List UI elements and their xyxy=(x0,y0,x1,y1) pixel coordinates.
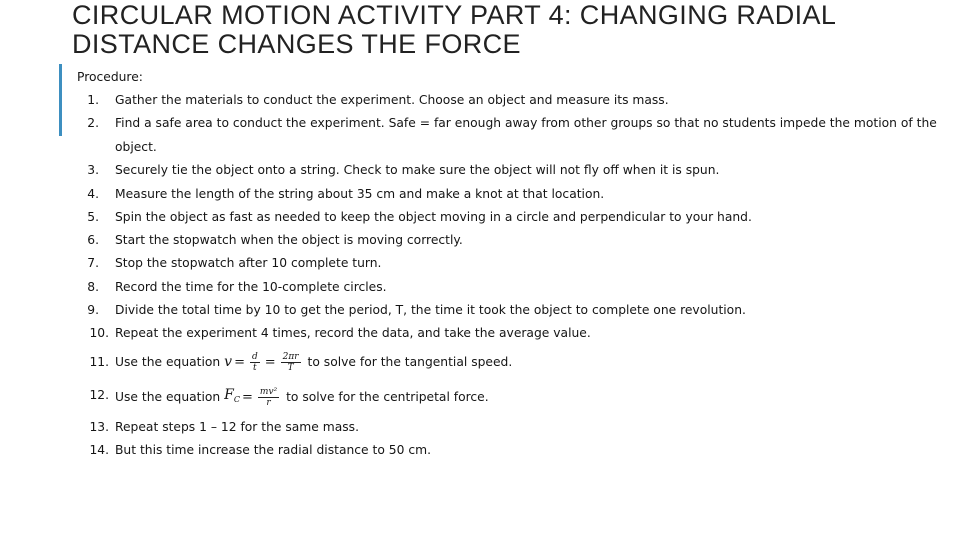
list-item xyxy=(77,159,947,182)
procedure-list xyxy=(77,89,947,462)
step-text xyxy=(115,379,947,416)
step-text: Stop the stopwatch after 10 complete turn. xyxy=(115,256,382,271)
list-item xyxy=(77,229,947,252)
step-text: Measure the length of the string about 35 cm and make a knot at that location. xyxy=(115,186,605,201)
list-item xyxy=(77,439,947,462)
subscript: C xyxy=(233,394,240,404)
equation-lhs: $F_C$ xyxy=(224,386,240,404)
step-number: 11. xyxy=(89,354,109,369)
list-item xyxy=(77,89,947,112)
equals-sign: = xyxy=(264,354,276,370)
step-number: 12. xyxy=(89,387,109,402)
step-text: Gather the materials to conduct the experiment. Choose an object and measure its mass. xyxy=(115,93,669,107)
list-item xyxy=(77,416,947,439)
step-number: 2. xyxy=(87,116,99,131)
denominator: t xyxy=(253,362,257,373)
step-number: 1. xyxy=(87,93,99,107)
list-item xyxy=(77,379,947,416)
step-number: 3. xyxy=(87,163,99,178)
step-text: But this time increase the radial distance to 50 cm. xyxy=(115,442,431,457)
step-text: Find a safe area to conduct the experiment. Safe = far enough away from other groups so that no students impede the motion of the object. xyxy=(115,116,937,154)
step-text: Spin the object as fast as needed to keep the object moving in a circle and perpendicular to your hand. xyxy=(115,209,752,224)
numerator: mv² xyxy=(259,386,278,397)
list-item xyxy=(77,276,947,299)
step-number: 4. xyxy=(87,186,99,201)
step-text: Start the stopwatch when the object is moving correctly. xyxy=(115,233,463,248)
step-number: 14. xyxy=(89,442,109,457)
step-text: Divide the total time by 10 to get the period, T, the time it took the object to complete one revolution. xyxy=(115,303,746,318)
denominator: T xyxy=(287,362,294,373)
fraction xyxy=(250,352,260,373)
step-text: Repeat the experiment 4 times, record the data, and take the average value. xyxy=(115,326,591,341)
step-number: 7. xyxy=(87,256,99,271)
step-number: 13. xyxy=(89,419,109,434)
step-number: 6. xyxy=(87,233,99,248)
accent-bar xyxy=(59,64,62,136)
step-text: Securely tie the object onto a string. Check to make sure the object will not fly off when it is spun. xyxy=(115,163,720,178)
list-item xyxy=(77,346,947,379)
step-text: Record the time for the 10-complete circles. xyxy=(115,279,387,294)
list-item xyxy=(77,322,947,345)
step-text-prefix: Use the equation xyxy=(115,354,221,369)
step-number: 10. xyxy=(89,326,109,341)
list-item xyxy=(77,206,947,229)
list-item xyxy=(77,112,947,159)
list-item xyxy=(77,183,947,206)
equation-lhs: v xyxy=(224,353,233,370)
step-text-prefix: Use the equation xyxy=(115,389,221,404)
numerator: d xyxy=(251,351,258,362)
step-number: 8. xyxy=(87,279,99,294)
slide-title: CIRCULAR MOTION ACTIVITY PART 4: CHANGING RADIAL DISTANCE CHANGES THE FORCE xyxy=(72,0,836,59)
equals-sign: = xyxy=(234,354,245,370)
fraction xyxy=(258,387,279,408)
tangential-speed-equation xyxy=(224,346,303,379)
equals-sign: = xyxy=(242,389,253,405)
list-item xyxy=(77,299,947,322)
fraction xyxy=(281,352,301,373)
centripetal-force-equation xyxy=(224,379,282,416)
step-number: 9. xyxy=(87,303,99,318)
step-text: Repeat steps 1 – 12 for the same mass. xyxy=(115,419,359,434)
procedure-content xyxy=(77,67,947,462)
step-number: 5. xyxy=(87,209,99,224)
step-text xyxy=(115,346,947,379)
denominator: r xyxy=(266,397,271,408)
step-text-suffix: to solve for the centripetal force. xyxy=(286,389,489,404)
step-text-suffix: to solve for the tangential speed. xyxy=(307,354,513,369)
numerator: 2πr xyxy=(282,351,299,362)
list-item xyxy=(77,252,947,275)
procedure-label: Procedure: xyxy=(77,70,143,84)
